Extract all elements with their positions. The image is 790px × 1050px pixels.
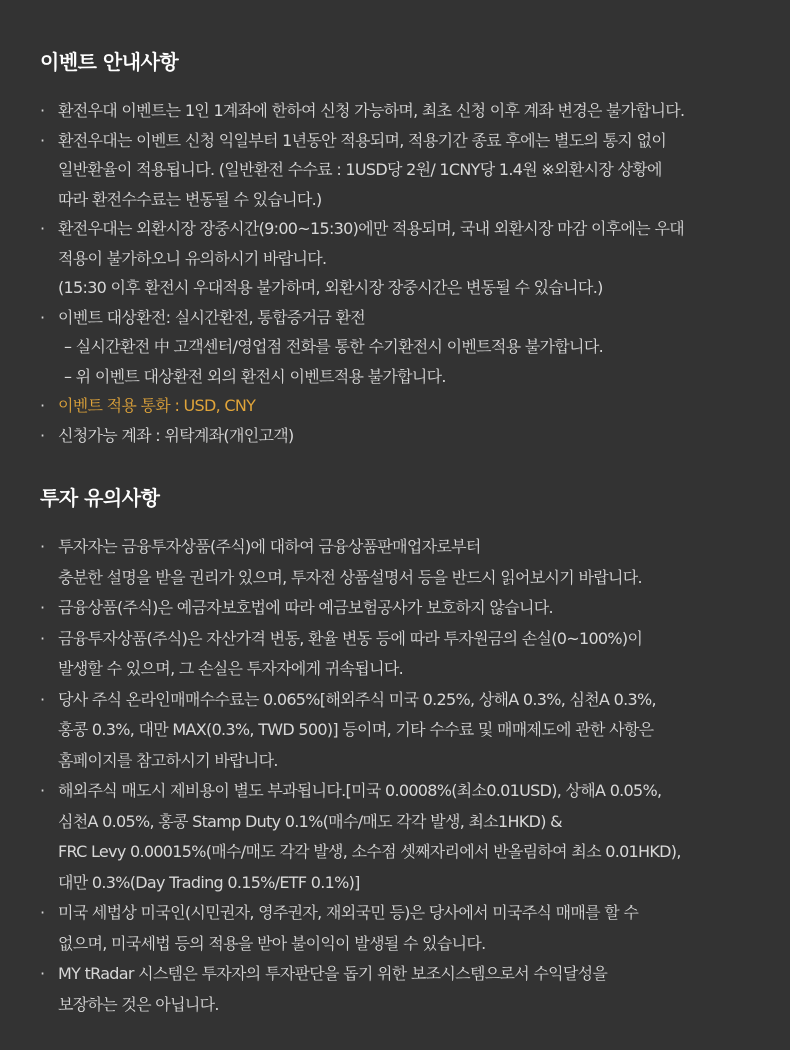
note-line: · 환전우대는 외환시장 장중시간(9:00~15:30)에만 적용되며, 국내 외환시장 마감 이후에는 우대	[58, 219, 684, 238]
invest-note-item	[40, 898, 762, 959]
invest-note-item	[40, 624, 762, 685]
note-line: 보장하는 것은 아닙니다.	[58, 994, 219, 1014]
note-line: 적용이 불가하오니 유의하시기 바랍니다.	[58, 248, 327, 268]
event-note-subitem	[40, 362, 762, 392]
invest-note-item	[40, 532, 762, 593]
event-note-item	[40, 214, 762, 303]
note-line: 충분한 설명을 받을 권리가 있으며, 투자전 상품설명서 등을 반드시 읽어보시기 바랍니다.	[58, 567, 642, 587]
note-line: · MY tRadar 시스템은 투자자의 투자판단을 돕기 위한 보조시스템으로서 수익달성을	[58, 964, 608, 983]
note-line: · 신청가능 계좌 : 위탁계좌(개인고객)	[58, 425, 294, 445]
note-line: · 금융투자상품(주식)은 자산가격 변동, 환율 변동 등에 따라 투자원금의 손실(0~100%)이	[58, 628, 643, 648]
note-line: · 환전우대 이벤트는 1인 1계좌에 한하여 신청 가능하며, 최초 신청 이후 계좌 변경은 불가합니다.	[58, 101, 685, 120]
invest-note-item	[40, 776, 762, 898]
invest-notice-title: 투자 유의사항	[40, 486, 160, 510]
note-line: 따라 환전수수료는 변동될 수 있습니다.)	[58, 189, 322, 209]
event-note-subitem	[40, 332, 762, 362]
invest-note-item	[40, 959, 762, 1020]
note-line: · 이벤트 대상환전: 실시간환전, 통합증거금 환전	[58, 307, 365, 327]
event-note-item	[40, 126, 762, 215]
note-line: 대만 0.3%(Day Trading 0.15%/ETF 0.1%)]	[58, 872, 360, 892]
event-note-item	[40, 96, 762, 126]
note-line: · 환전우대는 이벤트 신청 익일부터 1년동안 적용되며, 적용기간 종료 후에는 별도의 통지 없이	[58, 130, 667, 150]
note-line: – 실시간환전 中 고객센터/영업점 전화를 통한 수기환전시 이벤트적용 불가합니다.	[64, 337, 603, 356]
note-line: · 해외주식 매도시 제비용이 별도 부과됩니다.[미국 0.0008%(최소0.01USD), 상해A 0.05%,	[58, 781, 662, 800]
note-line: · 투자자는 금융투자상품(주식)에 대하여 금융상품판매업자로부터	[58, 537, 481, 556]
note-line: 홍콩 0.3%, 대만 MAX(0.3%, TWD 500)] 등이며, 기타 수수료 및 매매제도에 관한 사항은	[58, 720, 654, 739]
event-notice-list	[40, 96, 762, 450]
note-line: 홈페이지를 참고하시기 바랍니다.	[58, 750, 278, 770]
note-line: 심천A 0.05%, 홍콩 Stamp Duty 0.1%(매수/매도 각각 발생, 최소1HKD) &	[58, 811, 562, 831]
note-line: FRC Levy 0.00015%(매수/매도 각각 발생, 소수점 셋째자리에서 반올림하여 최소 0.01HKD),	[58, 842, 681, 861]
event-currency-note	[40, 391, 762, 421]
note-line: · 당사 주식 온라인매매수수료는 0.065%[해외주식 미국 0.25%, 상해A 0.3%, 심천A 0.3%,	[58, 689, 656, 709]
note-line: 일반환율이 적용됩니다. (일반환전 수수료 : 1USD당 2원/ 1CNY당 1.4원 ※외환시장 상황에	[58, 160, 662, 179]
note-line: (15:30 이후 환전시 우대적용 불가하며, 외환시장 장중시간은 변동될 수 있습니다.)	[58, 278, 603, 297]
note-line: · 미국 세법상 미국인(시민권자, 영주권자, 재외국민 등)은 당사에서 미국주식 매매를 할 수	[58, 903, 639, 922]
note-line: 발생할 수 있으며, 그 손실은 투자자에게 귀속됩니다.	[58, 659, 403, 678]
invest-notice-list	[40, 532, 762, 1020]
event-note-item	[40, 421, 762, 451]
note-line: · 이벤트 적용 통화 : USD, CNY	[58, 396, 256, 415]
invest-note-item	[40, 593, 762, 624]
event-notice-title: 이벤트 안내사항	[40, 50, 179, 74]
invest-note-item	[40, 685, 762, 777]
note-line: · 금융상품(주식)은 예금자보호법에 따라 예금보험공사가 보호하지 않습니다.	[58, 598, 553, 617]
note-line: – 위 이벤트 대상환전 외의 환전시 이벤트적용 불가합니다.	[64, 366, 446, 386]
note-line: 없으며, 미국세법 등의 적용을 받아 불이익이 발생될 수 있습니다.	[58, 933, 486, 953]
event-note-item	[40, 303, 762, 333]
